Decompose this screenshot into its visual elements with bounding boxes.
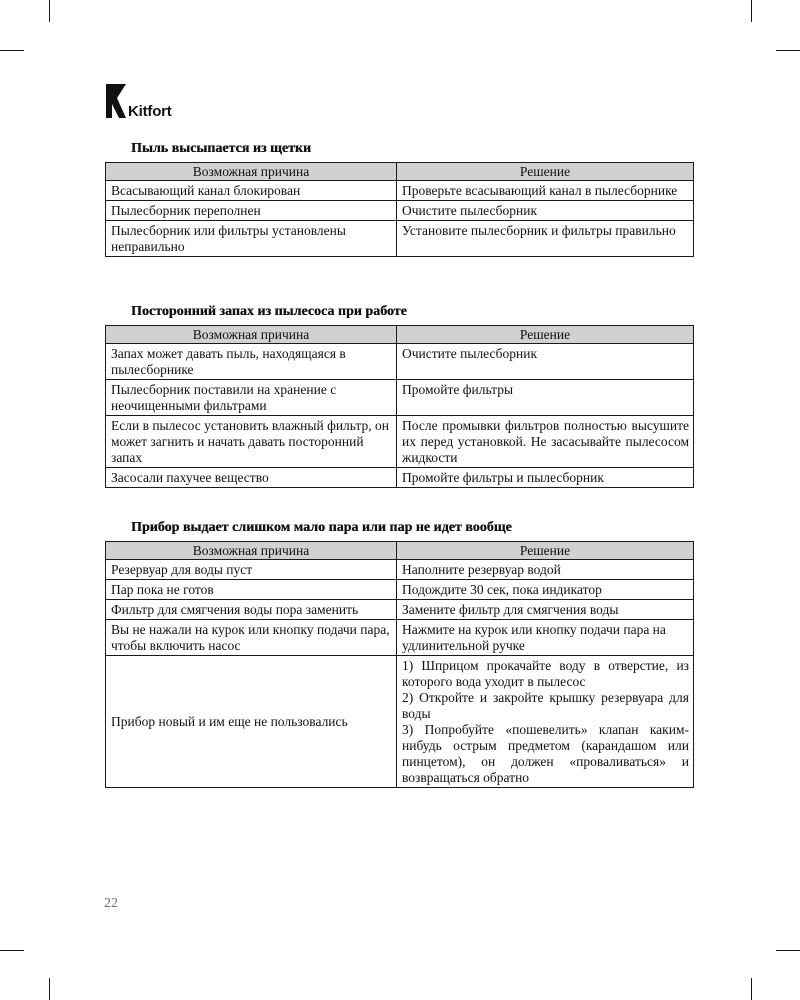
table-odor (105, 325, 694, 488)
cause-cell: Резервуар для воды пуст (106, 560, 397, 580)
crop-mark-bottom-right-v (751, 978, 752, 1000)
crop-mark-top-left-v (49, 0, 50, 22)
brand-logo-text: Kitfort (128, 103, 172, 120)
solution-cell: Проверьте всасывающий канал в пылесборнике (397, 181, 694, 201)
table-header-row (106, 326, 694, 344)
cause-cell: Вы не нажали на курок или кнопку подачи пара, чтобы включить насос (106, 620, 397, 656)
table-row (106, 380, 694, 416)
table-steam (105, 541, 694, 788)
table-row (106, 468, 694, 488)
column-header-cause: Возможная причина (106, 163, 397, 181)
solution-cell: Промойте фильтры (397, 380, 694, 416)
crop-mark-top-left-h (0, 50, 24, 51)
cause-cell: Всасывающий канал блокирован (106, 181, 397, 201)
column-header-solution: Решение (397, 326, 694, 344)
solution-step: 3) Попробуйте «пошевелить» клапан каким-нибудь острым предметом (карандашом или пинцетом), он должен «проваливаться» и возвращаться обратно (402, 722, 689, 785)
table-row (106, 620, 694, 656)
solution-cell: Очистите пылесборник (397, 344, 694, 380)
solution-cell: Наполните резервуар водой (397, 560, 694, 580)
page-number: 22 (104, 896, 118, 911)
crop-mark-bottom-left-v (49, 978, 50, 1000)
cause-cell: Прибор новый и им еще не пользовались (106, 656, 397, 788)
crop-mark-bottom-right-h (776, 950, 800, 951)
column-header-solution: Решение (397, 163, 694, 181)
brand-logo-icon (106, 82, 128, 120)
table-row (106, 344, 694, 380)
cause-cell: Пылесборник или фильтры установлены неправильно (106, 221, 397, 257)
table-row (106, 181, 694, 201)
solution-cell: Установите пылесборник и фильтры правильно (397, 221, 694, 257)
table-row (106, 600, 694, 620)
table-header-row (106, 163, 694, 181)
cause-cell: Пылесборник поставили на хранение с неочищенными фильтрами (106, 380, 397, 416)
section-title-steam: Прибор выдает слишком мало пара или пар не идет вообще (131, 520, 512, 535)
cause-cell: Запах может давать пыль, находящаяся в пылесборнике (106, 344, 397, 380)
table-row (106, 201, 694, 221)
table-dust-spills (105, 162, 694, 257)
table-row (106, 580, 694, 600)
solution-cell: Очистите пылесборник (397, 201, 694, 221)
solution-cell (397, 656, 694, 788)
cause-cell: Если в пылесос установить влажный фильтр, он может загнить и начать давать посторонний запах (106, 416, 397, 468)
table-row (106, 221, 694, 257)
cause-cell: Пылесборник переполнен (106, 201, 397, 221)
column-header-cause: Возможная причина (106, 326, 397, 344)
solution-step: 1) Шприцом прокачайте воду в отверстие, из которого вода уходит в пылесос (402, 658, 689, 689)
solution-cell: Промойте фильтры и пылесборник (397, 468, 694, 488)
column-header-cause: Возможная причина (106, 542, 397, 560)
section-title-odor: Посторонний запах из пылесоса при работе (131, 304, 407, 319)
crop-mark-bottom-left-h (0, 950, 24, 951)
solution-step: 2) Откройте и закройте крышку резервуара для воды (402, 690, 689, 721)
table-row (106, 560, 694, 580)
solution-cell: Замените фильтр для смягчения воды (397, 600, 694, 620)
solution-cell: Нажмите на курок или кнопку подачи пара на удлинительной ручке (397, 620, 694, 656)
crop-mark-top-right-h (776, 50, 800, 51)
table-header-row (106, 542, 694, 560)
table-row (106, 416, 694, 468)
solution-cell: Подождите 30 сек, пока индикатор (397, 580, 694, 600)
column-header-solution: Решение (397, 542, 694, 560)
crop-mark-top-right-v (751, 0, 752, 22)
table-row (106, 656, 694, 788)
cause-cell: Засосали пахучее вещество (106, 468, 397, 488)
cause-cell: Пар пока не готов (106, 580, 397, 600)
cause-cell: Фильтр для смягчения воды пора заменить (106, 600, 397, 620)
section-title-dust: Пыль высыпается из щетки (131, 141, 312, 156)
solution-cell: После промывки фильтров полностью высушите их перед установкой. Не засасывайте пылесосом жидкости (397, 416, 694, 468)
